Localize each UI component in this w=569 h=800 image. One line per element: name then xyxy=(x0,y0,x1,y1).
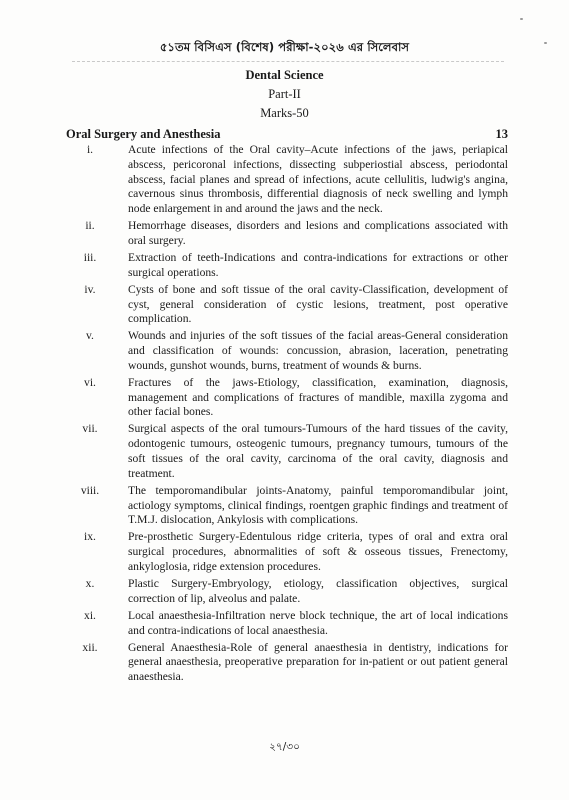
item-text: Acute infections of the Oral cavity–Acute infections of the jaws, periapical abscess, pericoronal infections, dissecting subperiostial abscess, periodontal abscess, facial planes and spread of infections, acute cellulitis, ludwig's angina, cavernous sinus thrombosis, differential diagnosis of neck swelling and lymph node enlargement in and around the jaws and the neck. xyxy=(128,143,508,216)
list-item xyxy=(66,530,508,574)
list-item xyxy=(66,641,508,685)
marks-label: Marks-50 xyxy=(260,106,309,120)
item-text: The temporomandibular joints-Anatomy, painful temporomandibular joint, actiology symptoms, clinical findings, roentgen graphic findings and treatment of T.M.J. dislocation, Ankylosis with complications. xyxy=(128,483,508,527)
item-text: General Anaesthesia-Role of general anaesthesia in dentistry, indications for general anaesthesia, preoperative preparation for in-patient or out patient general anaesthesia. xyxy=(128,640,508,684)
list-item xyxy=(66,484,508,528)
item-text: Wounds and injuries of the soft tissues of the facial areas-General consideration and classification of wounds: concussion, abrasion, laceration, penetrating wounds, gunshot wounds, burns, treatment of wounds & burns. xyxy=(128,329,508,372)
item-text: Local anaesthesia-Infiltration nerve block technique, the art of local indications and contra-indications of local anaesthesia. xyxy=(128,608,508,637)
item-number: vi. xyxy=(84,375,96,389)
item-number: iv. xyxy=(84,282,96,296)
item-number: xi. xyxy=(84,608,96,622)
item-text: Extraction of teeth-Indications and contra-indications for extractions or other surgical operations. xyxy=(128,250,508,279)
part-label: Part-II xyxy=(268,87,301,101)
item-number: vii. xyxy=(82,422,98,436)
paper-titles xyxy=(0,66,569,123)
list-item xyxy=(66,609,508,639)
section-heading xyxy=(66,126,508,142)
item-text: Cysts of bone and soft tissue of the oral cavity-Classification, development of cyst, general consideration of cystic lesions, treatment, post operative complication. xyxy=(128,282,508,326)
item-text: Plastic Surgery-Embryology, etiology, classification objectives, surgical correction of lip, alveolus and palate. xyxy=(128,577,508,605)
list-item xyxy=(66,422,508,481)
list-item xyxy=(66,219,508,249)
item-number: iii. xyxy=(83,250,97,264)
page-header: ৫১তম বিসিএস (বিশেষ) পরীক্ষা-২০২৬ এর সিলেবাস xyxy=(159,40,410,54)
item-number: ix. xyxy=(84,530,96,544)
scan-speck xyxy=(544,42,547,44)
page-number: ২৭/৩০ xyxy=(269,741,300,753)
list-item xyxy=(66,283,508,327)
subject-title: Dental Science xyxy=(245,68,324,82)
section-title: Oral Surgery and Anesthesia xyxy=(66,127,221,141)
scan-speck xyxy=(520,18,523,20)
item-text: Surgical aspects of the oral tumours-Tumours of the hard tissues of the cavity, odontogenic tumours, osteogenic tumours, pregnancy tumours, tumours of the soft tissues of the oral cavity, carcinoma of the oral cavity, diagnosis and treatment. xyxy=(128,422,508,480)
list-item xyxy=(66,251,508,281)
syllabus-list xyxy=(66,143,508,687)
list-item xyxy=(66,143,508,217)
list-item xyxy=(66,577,508,607)
item-number: v. xyxy=(86,329,94,343)
item-number: xii. xyxy=(82,640,98,654)
list-item xyxy=(66,329,508,373)
item-text: Pre-prosthetic Surgery-Edentulous ridge criteria, types of oral and extra oral surgical procedures, abnormalities of soft & osseous tissues, Frenectomy, ankyloglosia, ridge extension procedures. xyxy=(128,530,508,574)
item-number: ii. xyxy=(85,219,95,233)
header-divider xyxy=(72,61,504,62)
item-number: i. xyxy=(86,143,94,156)
item-text: Hemorrhage diseases, disorders and lesions and complications associated with oral surgery. xyxy=(128,219,508,247)
item-text: Fractures of the jaws-Etiology, classification, examination, diagnosis, management and complications of fractures of mandible, maxilla zygoma and other facial bones. xyxy=(128,375,508,419)
item-number: viii. xyxy=(80,483,100,497)
item-number: x. xyxy=(85,577,95,590)
section-marks: 13 xyxy=(495,127,508,141)
list-item xyxy=(66,376,508,420)
